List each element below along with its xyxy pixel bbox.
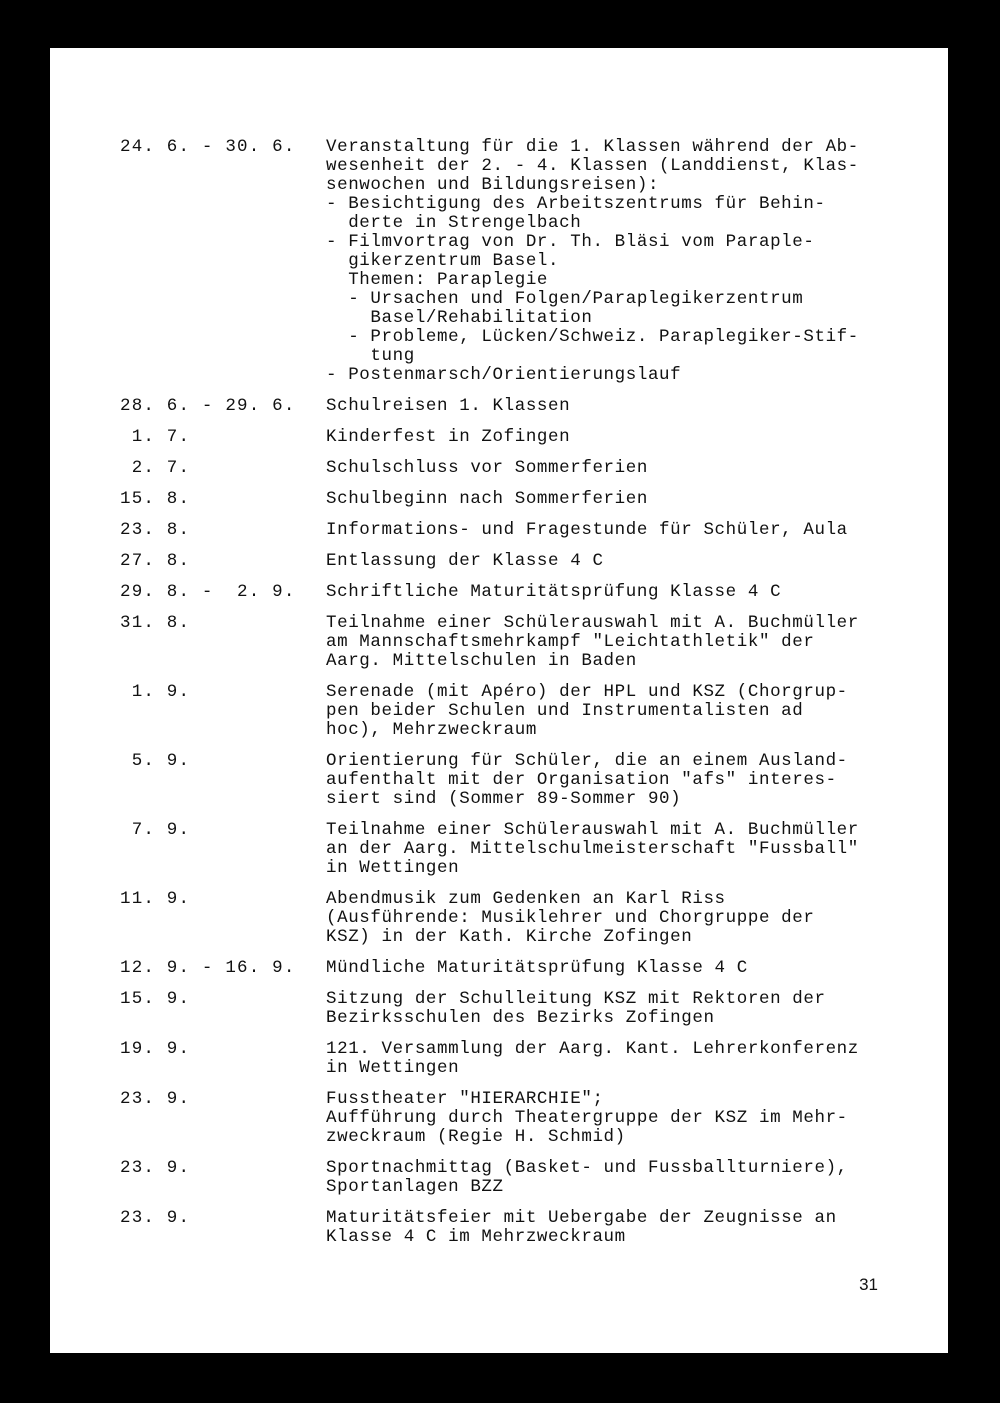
event-date: 23. 9. bbox=[120, 1208, 191, 1228]
event-description-line: Informations- und Fragestunde für Schüler, Aula bbox=[326, 520, 848, 540]
event-description-line: Sportanlagen BZZ bbox=[326, 1177, 504, 1197]
event-description bbox=[326, 583, 920, 602]
event-description bbox=[326, 521, 920, 540]
event-description bbox=[326, 459, 920, 478]
event-date: 23. 9. bbox=[120, 1158, 191, 1178]
event-description bbox=[326, 990, 920, 1028]
event-date: 23. 9. bbox=[120, 1089, 191, 1109]
event-date: 28. 6. - 29. 6. bbox=[120, 396, 296, 416]
event-description-line: Aufführung durch Theatergruppe der KSZ im Mehr- bbox=[326, 1108, 848, 1128]
event-date: 5. 9. bbox=[120, 751, 191, 771]
event-entry bbox=[120, 459, 920, 478]
event-entry bbox=[120, 1040, 920, 1078]
event-description-line: tung bbox=[326, 346, 415, 366]
event-description-line: zweckraum (Regie H. Schmid) bbox=[326, 1127, 626, 1147]
event-entry bbox=[120, 521, 920, 540]
event-entry bbox=[120, 1090, 920, 1147]
event-description-line: Bezirksschulen des Bezirks Zofingen bbox=[326, 1008, 715, 1028]
event-description-line: - Filmvortrag von Dr. Th. Bläsi vom Paraple- bbox=[326, 232, 815, 252]
event-description-line: Veranstaltung für die 1. Klassen während der Ab- bbox=[326, 137, 859, 157]
event-entry bbox=[120, 890, 920, 947]
event-entry bbox=[120, 428, 920, 447]
event-entry bbox=[120, 552, 920, 571]
event-date: 15. 9. bbox=[120, 989, 191, 1009]
event-date: 24. 6. - 30. 6. bbox=[120, 137, 296, 157]
event-description bbox=[326, 1159, 920, 1197]
event-description-line: siert sind (Sommer 89-Sommer 90) bbox=[326, 789, 682, 809]
event-date: 1. 7. bbox=[120, 427, 191, 447]
event-description-line: derte in Strengelbach bbox=[326, 213, 582, 233]
event-description-line: Sportnachmittag (Basket- und Fussballturniere), bbox=[326, 1158, 848, 1178]
event-date: 11. 9. bbox=[120, 889, 191, 909]
event-description-line: Schulschluss vor Sommerferien bbox=[326, 458, 648, 478]
event-date: 31. 8. bbox=[120, 613, 191, 633]
event-description bbox=[326, 1040, 920, 1078]
event-description-line: Fusstheater "HIERARCHIE"; bbox=[326, 1089, 604, 1109]
event-description-line: - Ursachen und Folgen/Paraplegikerzentrum bbox=[326, 289, 804, 309]
event-description bbox=[326, 397, 920, 416]
event-description-line: in Wettingen bbox=[326, 1058, 460, 1078]
event-description-line: an der Aarg. Mittelschulmeisterschaft "Fussball" bbox=[326, 839, 859, 859]
event-description-line: Teilnahme einer Schülerauswahl mit A. Buchmüller bbox=[326, 613, 859, 633]
event-description-line: - Besichtigung des Arbeitszentrums für Behin- bbox=[326, 194, 826, 214]
event-date: 7. 9. bbox=[120, 820, 191, 840]
event-description-line: in Wettingen bbox=[326, 858, 460, 878]
event-description bbox=[326, 959, 920, 978]
event-entry bbox=[120, 583, 920, 602]
event-date: 23. 8. bbox=[120, 520, 191, 540]
event-description-line: Themen: Paraplegie bbox=[326, 270, 549, 290]
event-entry bbox=[120, 397, 920, 416]
event-entry bbox=[120, 1159, 920, 1197]
event-description-line: Serenade (mit Apéro) der HPL und KSZ (Chorgrup- bbox=[326, 682, 848, 702]
event-description-line: Aarg. Mittelschulen in Baden bbox=[326, 651, 637, 671]
event-date: 12. 9. - 16. 9. bbox=[120, 958, 296, 978]
event-entry bbox=[120, 821, 920, 878]
event-description-line: Orientierung für Schüler, die an einem Ausland- bbox=[326, 751, 848, 771]
event-description-line: Abendmusik zum Gedenken an Karl Riss bbox=[326, 889, 726, 909]
event-entry bbox=[120, 752, 920, 809]
event-description-line: Schulreisen 1. Klassen bbox=[326, 396, 571, 416]
event-entry bbox=[120, 959, 920, 978]
event-description-line: (Ausführende: Musiklehrer und Chorgruppe der bbox=[326, 908, 815, 928]
event-description-line: Kinderfest in Zofingen bbox=[326, 427, 571, 447]
event-description bbox=[326, 1090, 920, 1147]
event-description bbox=[326, 821, 920, 878]
document-page bbox=[50, 48, 948, 1353]
event-description bbox=[326, 683, 920, 740]
event-description bbox=[326, 552, 920, 571]
event-description-line: KSZ) in der Kath. Kirche Zofingen bbox=[326, 927, 693, 947]
event-description-line: Schulbeginn nach Sommerferien bbox=[326, 489, 648, 509]
event-date: 19. 9. bbox=[120, 1039, 191, 1059]
event-description-line: Schriftliche Maturitätsprüfung Klasse 4 C bbox=[326, 582, 782, 602]
event-description-line: aufenthalt mit der Organisation "afs" interes- bbox=[326, 770, 837, 790]
event-description-line: pen beider Schulen und Instrumentalisten ad bbox=[326, 701, 804, 721]
event-entry bbox=[120, 614, 920, 671]
event-date: 29. 8. - 2. 9. bbox=[120, 582, 296, 602]
event-description bbox=[326, 752, 920, 809]
event-date: 2. 7. bbox=[120, 458, 191, 478]
event-description-line: senwochen und Bildungsreisen): bbox=[326, 175, 660, 195]
event-description bbox=[326, 1209, 920, 1247]
event-description bbox=[326, 614, 920, 671]
event-entry bbox=[120, 490, 920, 509]
event-description-line: am Mannschaftsmehrkampf "Leichtathletik" der bbox=[326, 632, 815, 652]
event-date: 15. 8. bbox=[120, 489, 191, 509]
event-description-line: Maturitätsfeier mit Uebergabe der Zeugnisse an bbox=[326, 1208, 837, 1228]
event-entry bbox=[120, 990, 920, 1028]
event-description-line: Sitzung der Schulleitung KSZ mit Rektoren der bbox=[326, 989, 826, 1009]
event-description bbox=[326, 428, 920, 447]
event-date: 1. 9. bbox=[120, 682, 191, 702]
event-description bbox=[326, 138, 920, 385]
event-description bbox=[326, 490, 920, 509]
event-description-line: - Postenmarsch/Orientierungslauf bbox=[326, 365, 682, 385]
event-list bbox=[120, 138, 920, 1259]
event-description-line: - Probleme, Lücken/Schweiz. Paraplegiker-Stif- bbox=[326, 327, 859, 347]
event-description-line: wesenheit der 2. - 4. Klassen (Landdienst, Klas- bbox=[326, 156, 859, 176]
event-date: 27. 8. bbox=[120, 551, 191, 571]
event-entry bbox=[120, 138, 920, 385]
event-description-line: Entlassung der Klasse 4 C bbox=[326, 551, 604, 571]
event-description-line: hoc), Mehrzweckraum bbox=[326, 720, 537, 740]
event-description bbox=[326, 890, 920, 947]
event-description-line: Mündliche Maturitätsprüfung Klasse 4 C bbox=[326, 958, 748, 978]
event-description-line: gikerzentrum Basel. bbox=[326, 251, 560, 271]
event-description-line: Basel/Rehabilitation bbox=[326, 308, 593, 328]
page-number: 31 bbox=[859, 1275, 878, 1294]
event-description-line: Teilnahme einer Schülerauswahl mit A. Buchmüller bbox=[326, 820, 859, 840]
event-description-line: 121. Versammlung der Aarg. Kant. Lehrerkonferenz bbox=[326, 1039, 859, 1059]
event-entry bbox=[120, 683, 920, 740]
event-entry bbox=[120, 1209, 920, 1247]
event-description-line: Klasse 4 C im Mehrzweckraum bbox=[326, 1227, 626, 1247]
